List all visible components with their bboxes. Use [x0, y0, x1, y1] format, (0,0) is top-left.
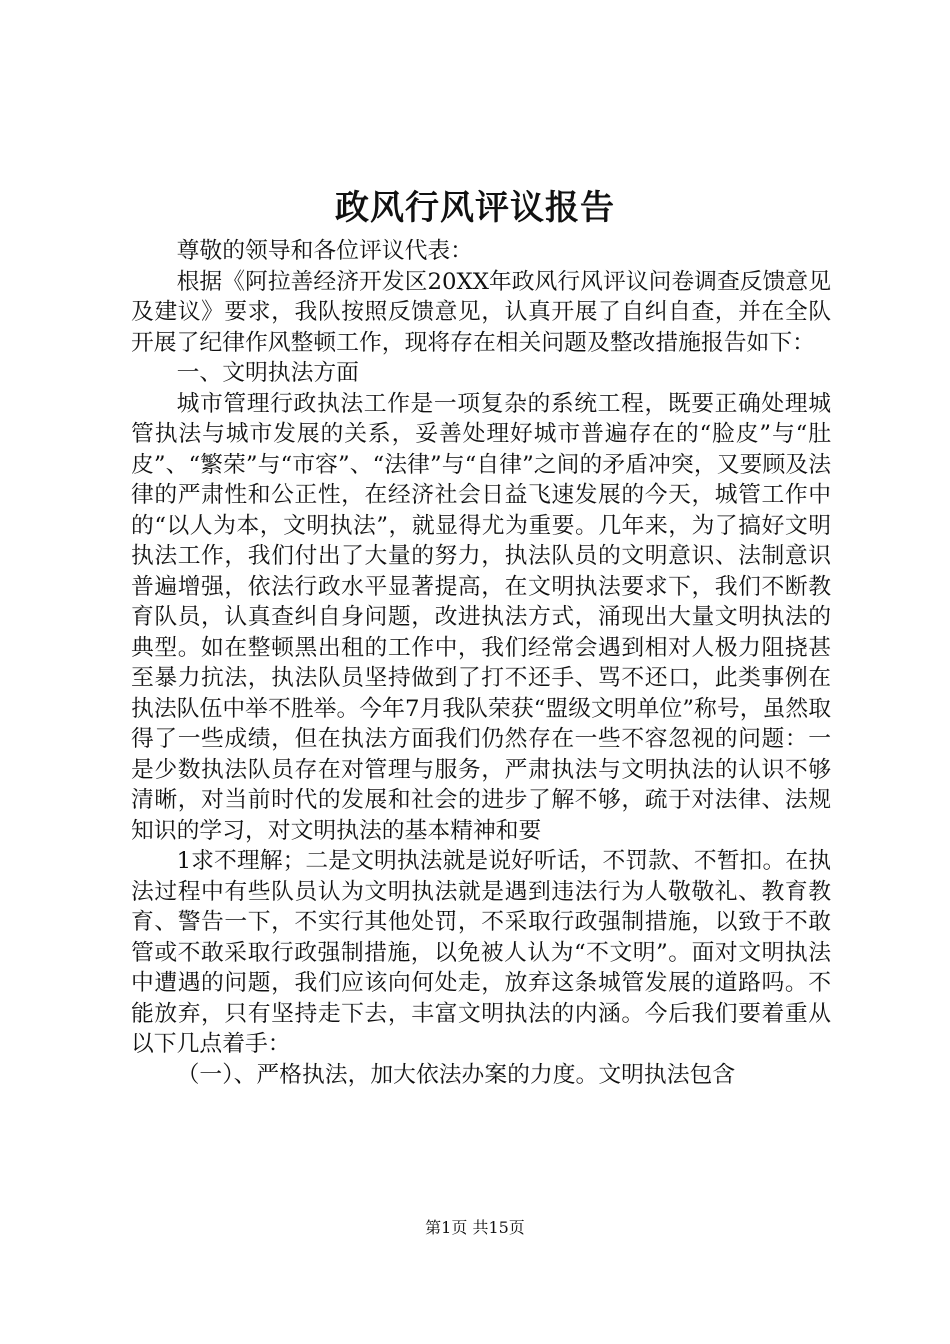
page-footer: 第1页 共15页: [425, 1218, 525, 1237]
intro-paragraph: 根据《阿拉善经济开发区20XX年政风行风评议问卷调查反馈意见及建议》要求，我队按照反馈意见，认真开展了自纠自查，并在全队开展了纪律作风整顿工作，现将存在相关问题及整改措施报告如下：: [131, 268, 831, 356]
section-heading: 一、文明执法方面: [176, 360, 359, 386]
salutation-paragraph: 尊敬的领导和各位评议代表：: [176, 238, 473, 264]
document-title: 政风行风评议报告: [335, 188, 615, 228]
document-body: [131, 236, 831, 1090]
body-paragraph: 城市管理行政执法工作是一项复杂的系统工程，既要正确处理城管执法与城市发展的关系，妥善处理好城市普遍存在的“脸皮”与“肚皮”、“繁荣”与“市容”、“法律”与“自律”之间的矛盾冲突，又要顾及法律的严肃性和公正性，在经济社会日益飞速发展的今天，城管工作中的“以人为本，文明执法”，就显得尤为重要。几年来，为了搞好文明执法工作，我们付出了大量的努力，执法队员的文明意识、法制意识普遍增强，依法行政水平显著提高，在文明执法要求下，我们不断教育队员，认真查纠自身问题，改进执法方式，涌现出大量文明执法的典型。如在整顿黑出租的工作中，我们经常会遇到相对人极力阻挠甚至暴力抗法，执法队员坚持做到了打不还手、骂不还口，此类事例在执法队伍中举不胜举。今年7月我队荣获“盟级文明单位”称号，虽然取得了一些成绩，但在执法方面我们仍然存在一些不容忽视的问题：一是少数执法队员存在对管理与服务，严肃执法与文明执法的认识不够清晰，对当前时代的发展和社会的进步了解不够，疏于对法律、法规知识的学习，对文明执法的基本精神和要: [131, 390, 831, 844]
body-paragraph: （一）、严格执法，加大依法办案的力度。文明执法包含: [176, 1061, 736, 1088]
body-paragraph: 1求不理解；二是文明执法就是说好听话，不罚款、不暂扣。在执法过程中有些队员认为文明执法就是遇到违法行为人敬敬礼、教育教育、警告一下，不实行其他处罚，不采取行政强制措施，以致于不敢管或不敢采取行政强制措施，以免被人认为“不文明”。面对文明执法中遭遇的问题，我们应该向何处走，放弃这条城管发展的道路吗。不能放弃，只有坚持走下去，丰富文明执法的内涵。今后我们要着重从以下几点着手：: [131, 848, 831, 1057]
